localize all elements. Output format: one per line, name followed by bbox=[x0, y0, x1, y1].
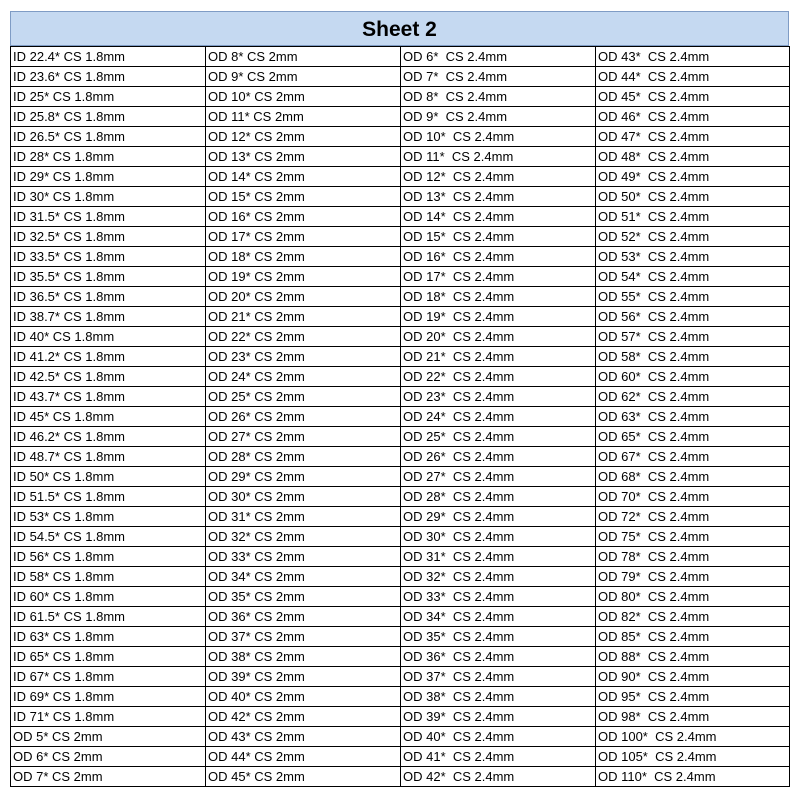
table-cell[interactable]: ID 40* CS 1.8mm bbox=[11, 327, 206, 347]
table-cell[interactable]: OD 78* CS 2.4mm bbox=[596, 547, 790, 567]
table-row bbox=[11, 327, 790, 347]
table-cell[interactable]: OD 95* CS 2.4mm bbox=[596, 687, 790, 707]
table-cell[interactable]: OD 26* CS 2mm bbox=[206, 407, 401, 427]
table-cell[interactable]: OD 27* CS 2mm bbox=[206, 427, 401, 447]
table-cell[interactable]: OD 14* CS 2.4mm bbox=[401, 207, 596, 227]
table-row bbox=[11, 647, 790, 667]
table-cell[interactable]: ID 38.7* CS 1.8mm bbox=[11, 307, 206, 327]
table-cell[interactable]: OD 8* CS 2mm bbox=[206, 47, 401, 67]
table-cell[interactable]: OD 31* CS 2mm bbox=[206, 507, 401, 527]
table-cell[interactable]: ID 42.5* CS 1.8mm bbox=[11, 367, 206, 387]
table-row bbox=[11, 587, 790, 607]
table-cell[interactable]: OD 90* CS 2.4mm bbox=[596, 667, 790, 687]
table-cell[interactable]: OD 20* CS 2mm bbox=[206, 287, 401, 307]
table-row bbox=[11, 307, 790, 327]
table-cell[interactable]: OD 17* CS 2.4mm bbox=[401, 267, 596, 287]
table-row bbox=[11, 507, 790, 527]
spreadsheet bbox=[10, 11, 789, 787]
table-cell[interactable]: OD 29* CS 2.4mm bbox=[401, 507, 596, 527]
table-cell[interactable]: OD 37* CS 2.4mm bbox=[401, 667, 596, 687]
table-cell[interactable]: ID 69* CS 1.8mm bbox=[11, 687, 206, 707]
table-cell[interactable]: OD 34* CS 2mm bbox=[206, 567, 401, 587]
table-row bbox=[11, 67, 790, 87]
table-cell[interactable]: ID 41.2* CS 1.8mm bbox=[11, 347, 206, 367]
table-cell[interactable]: ID 56* CS 1.8mm bbox=[11, 547, 206, 567]
table-cell[interactable]: OD 33* CS 2.4mm bbox=[401, 587, 596, 607]
table-cell[interactable]: OD 18* CS 2.4mm bbox=[401, 287, 596, 307]
table-cell[interactable]: OD 49* CS 2.4mm bbox=[596, 167, 790, 187]
table-cell[interactable]: OD 42* CS 2.4mm bbox=[401, 767, 596, 787]
table-cell[interactable]: OD 13* CS 2mm bbox=[206, 147, 401, 167]
table-cell[interactable]: ID 71* CS 1.8mm bbox=[11, 707, 206, 727]
table-cell[interactable]: OD 98* CS 2.4mm bbox=[596, 707, 790, 727]
table-cell[interactable]: OD 32* CS 2mm bbox=[206, 527, 401, 547]
table-row bbox=[11, 107, 790, 127]
table-row bbox=[11, 167, 790, 187]
table-cell[interactable]: OD 16* CS 2.4mm bbox=[401, 247, 596, 267]
table-cell[interactable]: OD 46* CS 2.4mm bbox=[596, 107, 790, 127]
table-cell[interactable]: OD 15* CS 2.4mm bbox=[401, 227, 596, 247]
table-cell[interactable]: OD 19* CS 2mm bbox=[206, 267, 401, 287]
table-cell[interactable]: OD 20* CS 2.4mm bbox=[401, 327, 596, 347]
table-cell[interactable]: OD 37* CS 2mm bbox=[206, 627, 401, 647]
table-cell[interactable]: OD 63* CS 2.4mm bbox=[596, 407, 790, 427]
table-cell[interactable]: OD 80* CS 2.4mm bbox=[596, 587, 790, 607]
table-cell[interactable]: ID 31.5* CS 1.8mm bbox=[11, 207, 206, 227]
table-row bbox=[11, 687, 790, 707]
table-cell[interactable]: OD 7* CS 2mm bbox=[11, 767, 206, 787]
table-row bbox=[11, 747, 790, 767]
table-cell[interactable]: OD 18* CS 2mm bbox=[206, 247, 401, 267]
table-row bbox=[11, 527, 790, 547]
table-row bbox=[11, 347, 790, 367]
table-cell[interactable]: ID 33.5* CS 1.8mm bbox=[11, 247, 206, 267]
table-cell[interactable]: ID 60* CS 1.8mm bbox=[11, 587, 206, 607]
table-row bbox=[11, 127, 790, 147]
table-cell[interactable]: OD 67* CS 2.4mm bbox=[596, 447, 790, 467]
table-cell[interactable]: OD 26* CS 2.4mm bbox=[401, 447, 596, 467]
table-row bbox=[11, 427, 790, 447]
table-cell[interactable]: OD 24* CS 2.4mm bbox=[401, 407, 596, 427]
table-cell[interactable]: OD 35* CS 2.4mm bbox=[401, 627, 596, 647]
table-cell[interactable]: OD 51* CS 2.4mm bbox=[596, 207, 790, 227]
table-cell[interactable]: OD 15* CS 2mm bbox=[206, 187, 401, 207]
table-cell[interactable]: OD 36* CS 2.4mm bbox=[401, 647, 596, 667]
table-cell[interactable]: OD 45* CS 2mm bbox=[206, 767, 401, 787]
table-row bbox=[11, 467, 790, 487]
table-cell[interactable]: OD 6* CS 2.4mm bbox=[401, 47, 596, 67]
table-cell[interactable]: OD 35* CS 2mm bbox=[206, 587, 401, 607]
table-cell[interactable]: OD 43* CS 2mm bbox=[206, 727, 401, 747]
table-row bbox=[11, 567, 790, 587]
table-cell[interactable]: OD 43* CS 2.4mm bbox=[596, 47, 790, 67]
table-row bbox=[11, 707, 790, 727]
table-cell[interactable]: OD 55* CS 2.4mm bbox=[596, 287, 790, 307]
table-row bbox=[11, 407, 790, 427]
table-cell[interactable]: OD 8* CS 2.4mm bbox=[401, 87, 596, 107]
table-cell[interactable]: ID 32.5* CS 1.8mm bbox=[11, 227, 206, 247]
sheet-title: Sheet 2 bbox=[10, 11, 789, 46]
table-cell[interactable]: OD 52* CS 2.4mm bbox=[596, 227, 790, 247]
table-row bbox=[11, 487, 790, 507]
table-cell[interactable]: OD 68* CS 2.4mm bbox=[596, 467, 790, 487]
table-cell[interactable]: ID 35.5* CS 1.8mm bbox=[11, 267, 206, 287]
table-cell[interactable]: OD 50* CS 2.4mm bbox=[596, 187, 790, 207]
table-cell[interactable]: ID 46.2* CS 1.8mm bbox=[11, 427, 206, 447]
table-row bbox=[11, 87, 790, 107]
table-cell[interactable]: ID 53* CS 1.8mm bbox=[11, 507, 206, 527]
table-cell[interactable]: ID 36.5* CS 1.8mm bbox=[11, 287, 206, 307]
table-cell[interactable]: OD 16* CS 2mm bbox=[206, 207, 401, 227]
table-cell[interactable]: OD 21* CS 2.4mm bbox=[401, 347, 596, 367]
table-cell[interactable]: OD 30* CS 2mm bbox=[206, 487, 401, 507]
table-cell[interactable]: OD 100* CS 2.4mm bbox=[596, 727, 790, 747]
table-cell[interactable]: OD 47* CS 2.4mm bbox=[596, 127, 790, 147]
table-cell[interactable]: ID 29* CS 1.8mm bbox=[11, 167, 206, 187]
table-cell[interactable]: ID 25* CS 1.8mm bbox=[11, 87, 206, 107]
table-cell[interactable]: OD 88* CS 2.4mm bbox=[596, 647, 790, 667]
table-cell[interactable]: OD 10* CS 2.4mm bbox=[401, 127, 596, 147]
table-cell[interactable]: OD 9* CS 2.4mm bbox=[401, 107, 596, 127]
table-cell[interactable]: OD 5* CS 2mm bbox=[11, 727, 206, 747]
table-cell[interactable]: OD 56* CS 2.4mm bbox=[596, 307, 790, 327]
table-cell[interactable]: OD 82* CS 2.4mm bbox=[596, 607, 790, 627]
table-cell[interactable]: OD 25* CS 2.4mm bbox=[401, 427, 596, 447]
table-cell[interactable]: ID 48.7* CS 1.8mm bbox=[11, 447, 206, 467]
table-cell[interactable]: OD 17* CS 2mm bbox=[206, 227, 401, 247]
table-cell[interactable]: OD 44* CS 2mm bbox=[206, 747, 401, 767]
table-cell[interactable]: ID 51.5* CS 1.8mm bbox=[11, 487, 206, 507]
table-cell[interactable]: ID 58* CS 1.8mm bbox=[11, 567, 206, 587]
table-cell[interactable]: ID 45* CS 1.8mm bbox=[11, 407, 206, 427]
table-row bbox=[11, 627, 790, 647]
table-cell[interactable]: OD 58* CS 2.4mm bbox=[596, 347, 790, 367]
table-row bbox=[11, 47, 790, 67]
table-row bbox=[11, 727, 790, 747]
table-cell[interactable]: OD 39* CS 2.4mm bbox=[401, 707, 596, 727]
table-cell[interactable]: ID 23.6* CS 1.8mm bbox=[11, 67, 206, 87]
table-cell[interactable]: ID 25.8* CS 1.8mm bbox=[11, 107, 206, 127]
table-cell[interactable]: OD 6* CS 2mm bbox=[11, 747, 206, 767]
table-cell[interactable]: OD 45* CS 2.4mm bbox=[596, 87, 790, 107]
table-cell[interactable]: OD 70* CS 2.4mm bbox=[596, 487, 790, 507]
table-cell[interactable]: OD 57* CS 2.4mm bbox=[596, 327, 790, 347]
table-cell[interactable]: ID 67* CS 1.8mm bbox=[11, 667, 206, 687]
table-row bbox=[11, 387, 790, 407]
table-cell[interactable]: ID 54.5* CS 1.8mm bbox=[11, 527, 206, 547]
table-cell[interactable]: OD 11* CS 2mm bbox=[206, 107, 401, 127]
table-cell[interactable]: OD 41* CS 2.4mm bbox=[401, 747, 596, 767]
table-cell[interactable]: OD 72* CS 2.4mm bbox=[596, 507, 790, 527]
table-cell[interactable]: OD 39* CS 2mm bbox=[206, 667, 401, 687]
table-row bbox=[11, 287, 790, 307]
table-cell[interactable]: OD 28* CS 2.4mm bbox=[401, 487, 596, 507]
table-cell[interactable]: OD 9* CS 2mm bbox=[206, 67, 401, 87]
table-cell[interactable]: OD 24* CS 2mm bbox=[206, 367, 401, 387]
table-cell[interactable]: OD 31* CS 2.4mm bbox=[401, 547, 596, 567]
table-cell[interactable]: OD 32* CS 2.4mm bbox=[401, 567, 596, 587]
table-cell[interactable]: ID 65* CS 1.8mm bbox=[11, 647, 206, 667]
table-cell[interactable]: ID 26.5* CS 1.8mm bbox=[11, 127, 206, 147]
table-cell[interactable]: OD 28* CS 2mm bbox=[206, 447, 401, 467]
table-cell[interactable]: OD 22* CS 2mm bbox=[206, 327, 401, 347]
table-cell[interactable]: OD 42* CS 2mm bbox=[206, 707, 401, 727]
table-row bbox=[11, 147, 790, 167]
table-cell[interactable]: OD 21* CS 2mm bbox=[206, 307, 401, 327]
table-row bbox=[11, 247, 790, 267]
table-cell[interactable]: OD 38* CS 2mm bbox=[206, 647, 401, 667]
table-cell[interactable]: OD 13* CS 2.4mm bbox=[401, 187, 596, 207]
table-cell[interactable]: OD 11* CS 2.4mm bbox=[401, 147, 596, 167]
table-cell[interactable]: OD 40* CS 2.4mm bbox=[401, 727, 596, 747]
table-cell[interactable]: OD 36* CS 2mm bbox=[206, 607, 401, 627]
table-cell[interactable]: OD 53* CS 2.4mm bbox=[596, 247, 790, 267]
table-cell[interactable]: OD 105* CS 2.4mm bbox=[596, 747, 790, 767]
table-cell[interactable]: ID 43.7* CS 1.8mm bbox=[11, 387, 206, 407]
table-cell[interactable]: OD 54* CS 2.4mm bbox=[596, 267, 790, 287]
table-cell[interactable]: OD 22* CS 2.4mm bbox=[401, 367, 596, 387]
table-cell[interactable]: OD 19* CS 2.4mm bbox=[401, 307, 596, 327]
table-cell[interactable]: OD 110* CS 2.4mm bbox=[596, 767, 790, 787]
table-row bbox=[11, 607, 790, 627]
table-cell[interactable]: OD 65* CS 2.4mm bbox=[596, 427, 790, 447]
table-cell[interactable]: OD 48* CS 2.4mm bbox=[596, 147, 790, 167]
table-cell[interactable]: ID 61.5* CS 1.8mm bbox=[11, 607, 206, 627]
table-row bbox=[11, 767, 790, 787]
table-row bbox=[11, 267, 790, 287]
table-cell[interactable]: ID 22.4* CS 1.8mm bbox=[11, 47, 206, 67]
table-cell[interactable]: ID 50* CS 1.8mm bbox=[11, 467, 206, 487]
table-cell[interactable]: ID 63* CS 1.8mm bbox=[11, 627, 206, 647]
table-cell[interactable]: OD 60* CS 2.4mm bbox=[596, 367, 790, 387]
table-row bbox=[11, 547, 790, 567]
table-cell[interactable]: OD 85* CS 2.4mm bbox=[596, 627, 790, 647]
table-cell[interactable]: OD 79* CS 2.4mm bbox=[596, 567, 790, 587]
table-row bbox=[11, 187, 790, 207]
table-row bbox=[11, 667, 790, 687]
table-cell[interactable]: OD 27* CS 2.4mm bbox=[401, 467, 596, 487]
table-cell[interactable]: OD 12* CS 2.4mm bbox=[401, 167, 596, 187]
table-cell[interactable]: OD 44* CS 2.4mm bbox=[596, 67, 790, 87]
table-cell[interactable]: ID 30* CS 1.8mm bbox=[11, 187, 206, 207]
table-cell[interactable]: OD 30* CS 2.4mm bbox=[401, 527, 596, 547]
table-cell[interactable]: OD 34* CS 2.4mm bbox=[401, 607, 596, 627]
table-cell[interactable]: OD 23* CS 2.4mm bbox=[401, 387, 596, 407]
table-row bbox=[11, 447, 790, 467]
size-table bbox=[10, 46, 790, 787]
table-cell[interactable]: OD 10* CS 2mm bbox=[206, 87, 401, 107]
table-cell[interactable]: OD 14* CS 2mm bbox=[206, 167, 401, 187]
table-cell[interactable]: OD 62* CS 2.4mm bbox=[596, 387, 790, 407]
table-cell[interactable]: OD 33* CS 2mm bbox=[206, 547, 401, 567]
table-cell[interactable]: OD 38* CS 2.4mm bbox=[401, 687, 596, 707]
table-row bbox=[11, 207, 790, 227]
table-row bbox=[11, 367, 790, 387]
table-cell[interactable]: OD 40* CS 2mm bbox=[206, 687, 401, 707]
table-cell[interactable]: ID 28* CS 1.8mm bbox=[11, 147, 206, 167]
table-row bbox=[11, 227, 790, 247]
table-cell[interactable]: OD 12* CS 2mm bbox=[206, 127, 401, 147]
table-cell[interactable]: OD 75* CS 2.4mm bbox=[596, 527, 790, 547]
table-cell[interactable]: OD 7* CS 2.4mm bbox=[401, 67, 596, 87]
table-cell[interactable]: OD 25* CS 2mm bbox=[206, 387, 401, 407]
table-cell[interactable]: OD 29* CS 2mm bbox=[206, 467, 401, 487]
table-cell[interactable]: OD 23* CS 2mm bbox=[206, 347, 401, 367]
